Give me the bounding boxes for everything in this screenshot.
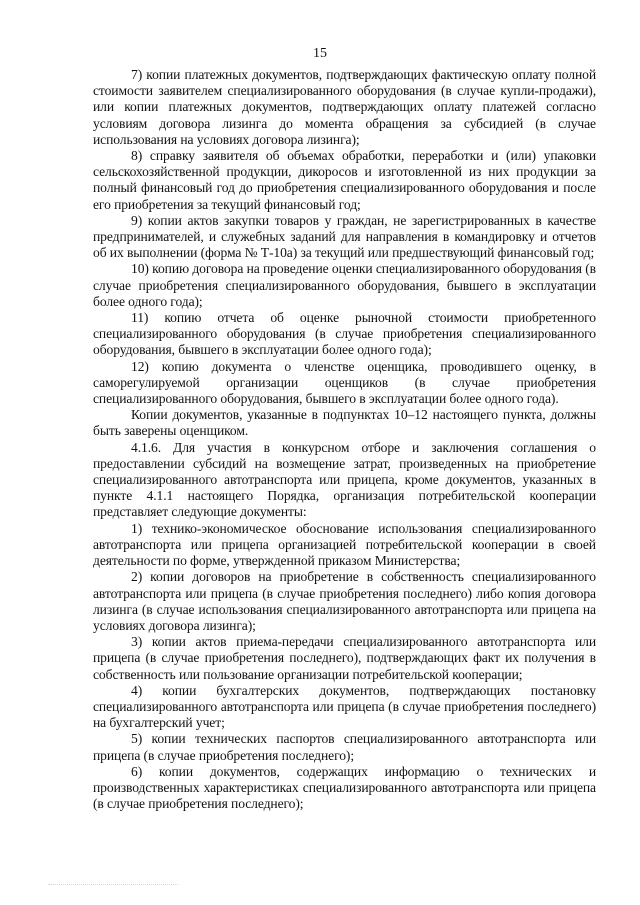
paragraph-item-11: 11) копию отчета об оценке рыночной стоимости приобретенного специализированного оборудования (в случае приобретения специализированного оборудования, бывшего в эксплуатации более одного года); [93,310,596,358]
paragraph-doc-1: 1) технико-экономическое обоснование использования специализированного автотранспорта или прицепа организацией потребительской кооперации в своей деятельности по форме, утвержденной приказом Министерства; [93,520,596,569]
document-body [93,67,596,812]
paragraph-doc-6: 6) копии документов, содержащих информацию о технических и производственных характеристиках специализированного автотранспорта или прицепа (в случае приобретения последнего); [93,763,596,812]
paragraph-item-12: 12) копию документа о членстве оценщика, проводившего оценку, в саморегулируемой организации оценщиков (в случае приобретения специализированного оборудования, бывшего в эксплуатации более одного года). [93,358,596,407]
paragraph-doc-2: 2) копии договоров на приобретение в собственность специализированного автотранспорта или прицепа (в случае приобретения последнего) либо копия договора лизинга (в случае использования специализированного автотранспорта или прицепа на условиях договора лизинга); [93,569,596,633]
paragraph-item-9: 9) копии актов закупки товаров у граждан, не зарегистрированных в качестве предпринимателей, и служебных заданий для направления в командировку и отчетов об их выполнении (форма № Т-10а) за текущий или предшествующий финансовый год; [93,212,596,261]
paragraph-doc-4: 4) копии бухгалтерских документов, подтверждающих постановку специализированного автотранспорта или прицепа (в случае приобретения последнего) на бухгалтерский учет; [93,682,596,731]
page-number: 15 [313,46,327,61]
paragraph-doc-3: 3) копии актов приема-передачи специализированного автотранспорта или прицепа (в случае приобретения последнего), подтверждающих факт их получения в собственность или пользование организации потребительской кооперации; [93,634,596,682]
paragraph-doc-5: 5) копии технических паспортов специализированного автотранспорта или прицепа (в случае приобретения последнего); [93,731,596,763]
paragraph-item-7: 7) копии платежных документов, подтверждающих фактическую оплату полной стоимости заявителем специализированного оборудования (в случае купли-продажи), или копии платежных документов, подтверждающих оплату платежей согласно условиям договора лизинга до момента обращения за субсидией (в случае использования на условиях договора лизинга); [93,67,596,147]
paragraph-item-10: 10) копию договора на проведение оценки специализированного оборудования (в случае приобретения специализированного оборудования, бывшего в эксплуатации более одного года); [93,261,596,309]
paragraph-certification-note: Копии документов, указанные в подпунктах 10–12 настоящего пункта, должны быть заверены оценщиком. [93,407,596,439]
scan-artifact [48,874,178,885]
paragraph-item-8: 8) справку заявителя об объемах обработки, переработки и (или) упаковки сельскохозяйственной продукции, дикоросов и изготовленной из них продукции за полный финансовый год до приобретения специализированного оборудования и после его приобретения за текущий финансовый год; [93,148,596,212]
paragraph-section-4-1-6: 4.1.6. Для участия в конкурсном отборе и заключения соглашения о предоставлении субсидий на возмещение затрат, произведенных на приобретение специализированного автотранспорта или прицепа, кроме документов, указанных в пункте 4.1.1 настоящего Порядка, организация потребительской кооперации представляет следующие документы: [93,439,596,520]
